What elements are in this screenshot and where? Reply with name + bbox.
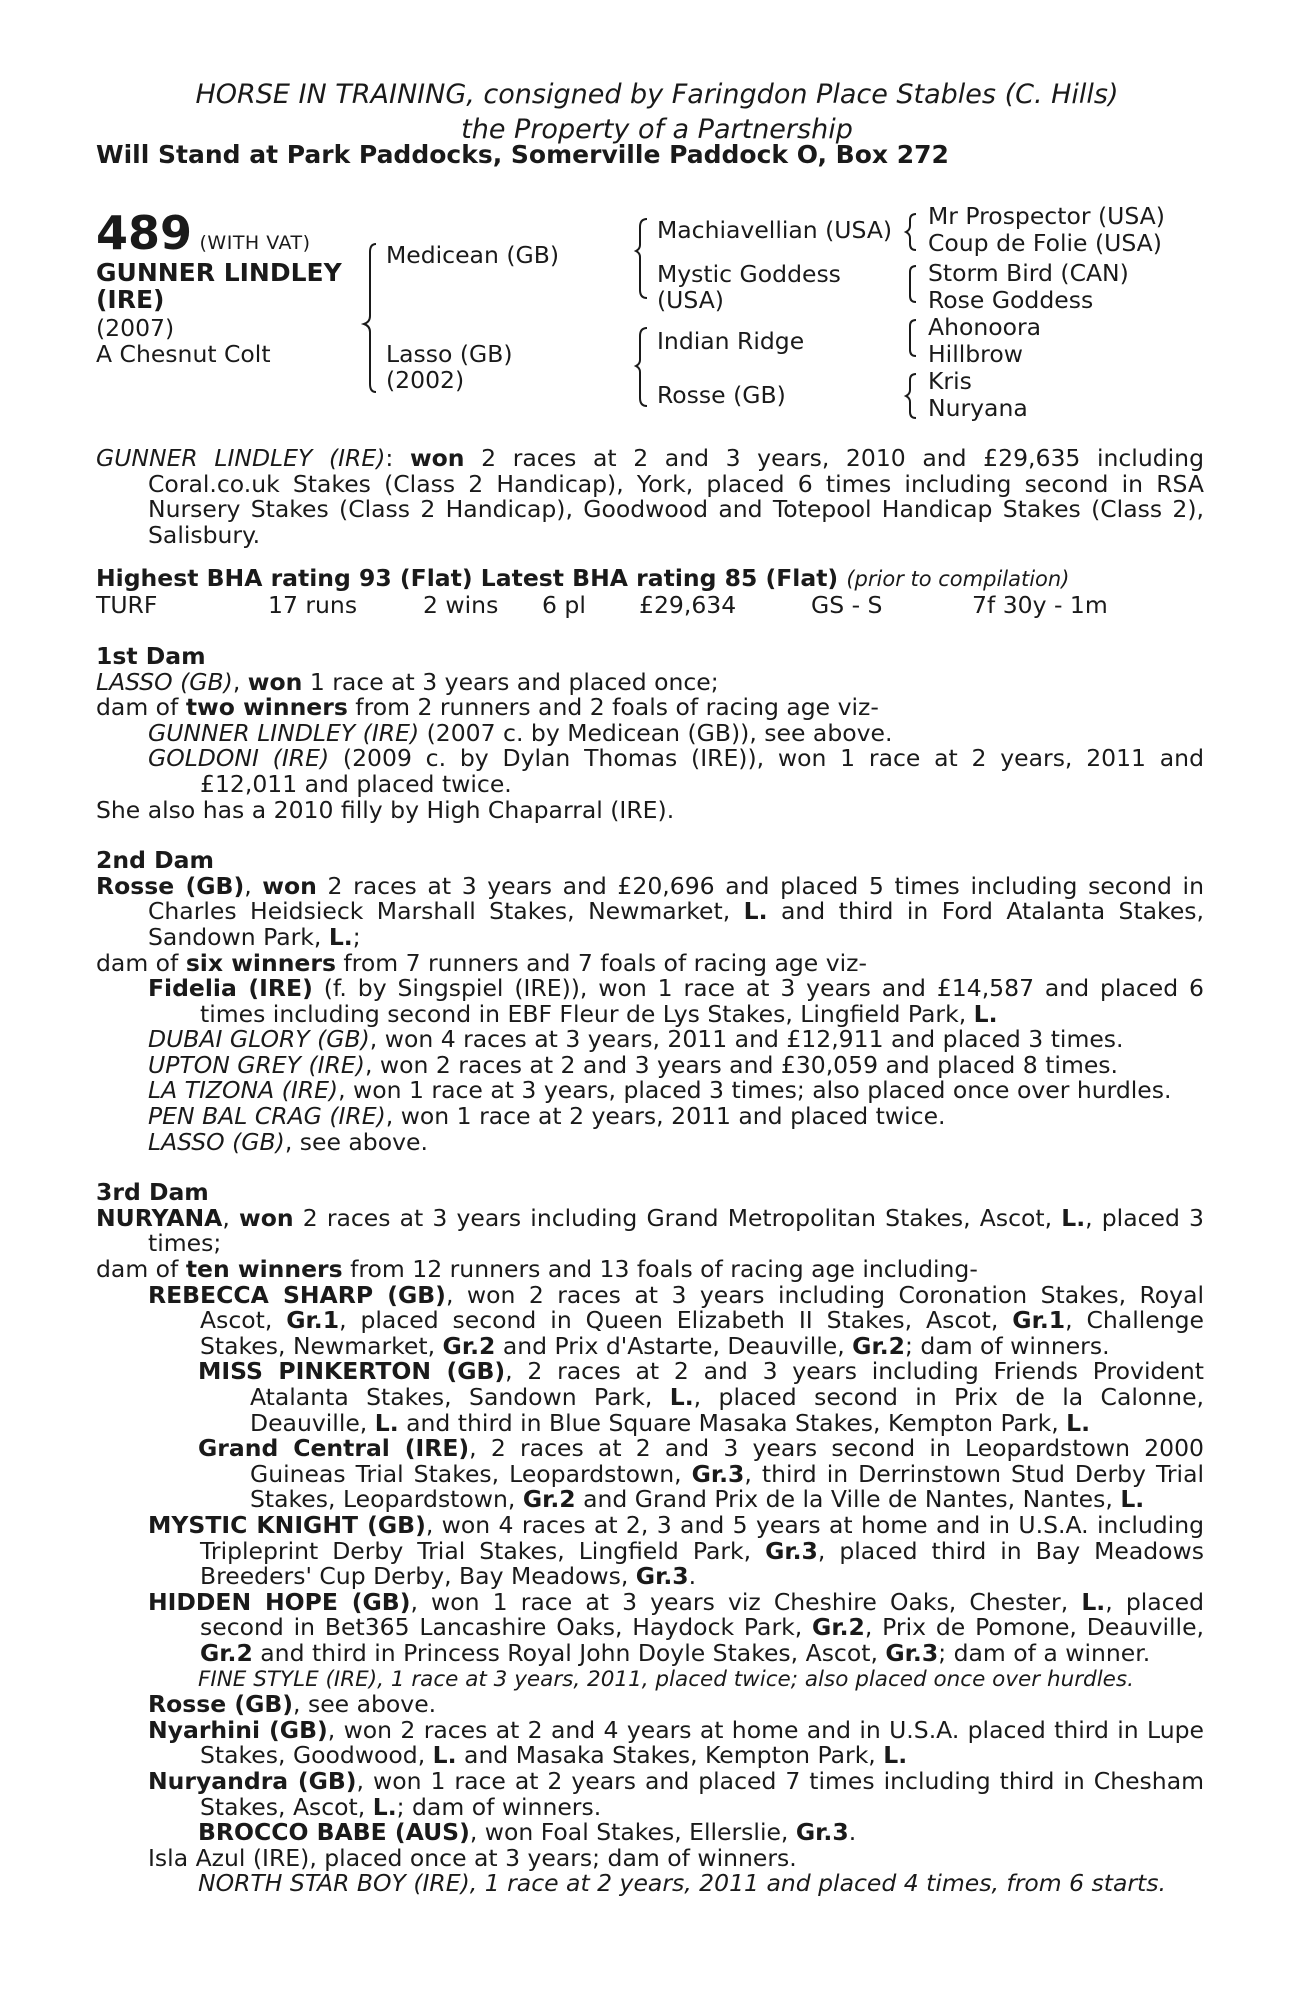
sire-of-sire: Machiavellian (USA) xyxy=(657,216,893,244)
race-summary: GUNNER LINDLEY (IRE): won 2 races at 2 and 3 years, 2010 and £29,635 including Coral.co.uk Stakes (Class 2 Handicap), York, placed 6 times including second in RSA Nursery Stakes (Class 2 Handicap), Goodwood and Totepool Handicap Stakes (Class 2), Salisbury. xyxy=(96,444,1204,549)
offspring-entry: HIDDEN HOPE (GB), won 1 race at 3 years viz Cheshire Oaks, Chester, L., placed second in Bet365 Lancashire Oaks, Haydock Park, Gr.2, Prix de Pomone, Deauville, Gr.2 and third in Princess Royal John Doyle Stakes, Ascot, Gr.3; dam of a winner. xyxy=(148,1587,1205,1667)
property-line: the Property of a Partnership xyxy=(461,114,853,145)
first-dam-note: She also has a 2010 filly by High Chaparral (IRE). xyxy=(96,795,675,824)
dam-of-sire: Mystic Goddess xyxy=(657,260,841,288)
gg-dam-3: Hillbrow xyxy=(928,340,1023,368)
offspring-entry: MYSTIC KNIGHT (GB), won 4 races at 2, 3 and 5 years at home and in U.S.A. including Tripleprint Derby Trial Stakes, Lingfield Park, Gr.3, placed third in Bay Meadows Breeders' Cup Derby, Bay Meadows, Gr.3. xyxy=(148,1510,1205,1591)
turf-record: TURF 17 runs 2 wins 6 pl £29,634 GS - S 7f 30y - 1m xyxy=(96,590,1108,619)
grand-offspring-entry: Grand Central (IRE), 2 races at 2 and 3 years second in Leopardstown 2000 Guineas Trial Stakes, Leopardstown, Gr.3, third in Derrinstown Stud Derby Trial Stakes, Leopardstown, Gr.2 and Grand Prix de la Ville de Nantes, Nantes, L. xyxy=(198,1434,1204,1514)
dam-year: (2002) xyxy=(386,366,465,394)
grand-offspring-entry: BROCCO BABE (AUS), won Foal Stakes, Ellerslie, Gr.3. xyxy=(198,1818,857,1847)
stand-line: Will Stand at Park Paddocks, Somerville Paddock O, Box 272 xyxy=(96,140,949,169)
first-dam-record: LASSO (GB), won 1 race at 3 years and placed once; xyxy=(96,667,719,696)
offspring-entry: LASSO (GB), see above. xyxy=(148,1127,428,1156)
vat-label: (WITH VAT) xyxy=(199,232,311,254)
second-dam-record: Rosse (GB), won 2 races at 3 years and £20,696 and placed 5 times including second in Charles Heidsieck Marshall Stakes, Newmarket, L. and third in Ford Atalanta Stakes, Sandown Park, L.; xyxy=(96,871,1204,951)
offspring-entry: PEN BAL CRAG (IRE), won 1 race at 2 years, 2011 and placed twice. xyxy=(148,1102,946,1131)
offspring-entry: UPTON GREY (IRE), won 2 races at 2 and 3 years and £30,059 and placed 8 times. xyxy=(148,1050,1119,1079)
sire: Medicean (GB) xyxy=(386,241,559,269)
horse-name: GUNNER LINDLEY xyxy=(96,258,342,287)
gg-sire-4: Kris xyxy=(928,367,972,395)
offspring-entry: REBECCA SHARP (GB), won 2 races at 3 years including Coronation Stakes, Royal Ascot, Gr.1, placed second in Queen Elizabeth II Stakes, Ascot, Gr.1, Challenge Stakes, Newmarket, Gr.2 and Prix d'Astarte, Deauville, Gr.2; dam of winners. xyxy=(148,1280,1205,1360)
third-dam-heading: 3rd Dam xyxy=(96,1178,209,1207)
horse-country: (IRE) xyxy=(96,285,165,314)
horse-year: (2007) xyxy=(96,314,175,342)
third-dam-record: NURYANA, won 2 races at 3 years including Grand Metropolitan Stakes, Ascot, L., placed 3 times; xyxy=(96,1203,1204,1258)
offspring-entry: LA TIZONA (IRE), won 1 race at 3 years, placed 3 times; also placed once over hurdles. xyxy=(148,1076,1172,1105)
grand-offspring-entry: FINE STYLE (IRE), 1 race at 3 years, 2011, placed twice; also placed once over hurdles. xyxy=(198,1666,1134,1692)
grand-offspring-entry: MISS PINKERTON (GB), 2 races at 2 and 3 years including Friends Provident Atalanta Stakes, Sandown Park, L., placed second in Prix de la Calonne, Deauville, L. and third in Blue Square Masaka Stakes, Kempton Park, L. xyxy=(198,1357,1204,1437)
second-dam-produce: dam of six winners from 7 runners and 7 foals of racing age viz- xyxy=(96,948,867,977)
catalogue-body xyxy=(96,446,1204,1897)
first-dam-heading: 1st Dam xyxy=(96,641,206,670)
gg-dam-1: Coup de Folie (USA) xyxy=(928,229,1162,257)
dam-of-dam: Rosse (GB) xyxy=(657,381,786,409)
gg-sire-3: Ahonoora xyxy=(928,313,1042,341)
dam-of-sire-country: (USA) xyxy=(657,286,724,314)
gg-sire-2: Storm Bird (CAN) xyxy=(928,259,1129,287)
offspring-entry: Nyarhini (GB), won 2 races at 2 and 4 years at home and in U.S.A. placed third in Lupe Stakes, Goodwood, L. and Masaka Stakes, Kempton Park, L. xyxy=(148,1715,1204,1770)
gg-sire-1: Mr Prospector (USA) xyxy=(928,202,1165,230)
lot-number: 489 xyxy=(96,206,193,260)
dam: Lasso (GB) xyxy=(386,340,513,368)
sire-of-dam: Indian Ridge xyxy=(657,327,805,355)
offspring-entry: Rosse (GB), see above. xyxy=(148,1690,437,1719)
offspring-entry: Nuryandra (GB), won 1 race at 2 years and placed 7 times including third in Chesham Stakes, Ascot, L.; dam of winners. xyxy=(148,1766,1204,1821)
horse-description: A Chesnut Colt xyxy=(96,340,271,368)
third-dam-produce: dam of ten winners from 12 runners and 13 foals of racing age including- xyxy=(96,1255,978,1284)
offspring-entry: GUNNER LINDLEY (IRE) (2007 c. by Medicean (GB)), see above. xyxy=(148,718,893,747)
gg-dam-2: Rose Goddess xyxy=(928,286,1094,314)
offspring-entry: DUBAI GLORY (GB), won 4 races at 3 years, 2011 and £12,911 and placed 3 times. xyxy=(148,1025,1124,1054)
second-dam-heading: 2nd Dam xyxy=(96,846,214,875)
first-dam-produce: dam of two winners from 2 runners and 2 foals of racing age viz- xyxy=(96,693,879,722)
offspring-entry: Isla Azul (IRE), placed once at 3 years; dam of winners. xyxy=(148,1843,797,1872)
consignor-line: HORSE IN TRAINING, consigned by Faringdon Place Stables (C. Hills) xyxy=(195,79,1119,110)
grand-offspring-entry: NORTH STAR BOY (IRE), 1 race at 2 years, 2011 and placed 4 times, from 6 starts. xyxy=(198,1869,1166,1898)
offspring-entry: Fidelia (IRE) (f. by Singspiel (IRE)), won 1 race at 3 years and £14,587 and placed 6 times including second in EBF Fleur de Lys Stakes, Lingfield Park, L. xyxy=(148,974,1204,1028)
gg-dam-4: Nuryana xyxy=(928,394,1028,422)
bha-rating: Highest BHA rating 93 (Flat) Latest BHA rating 85 (Flat) (prior to compilation) xyxy=(96,564,1070,593)
offspring-entry: GOLDONI (IRE) (2009 c. by Dylan Thomas (IRE)), won 1 race at 2 years, 2011 and £12,011 and placed twice. xyxy=(148,744,1204,798)
